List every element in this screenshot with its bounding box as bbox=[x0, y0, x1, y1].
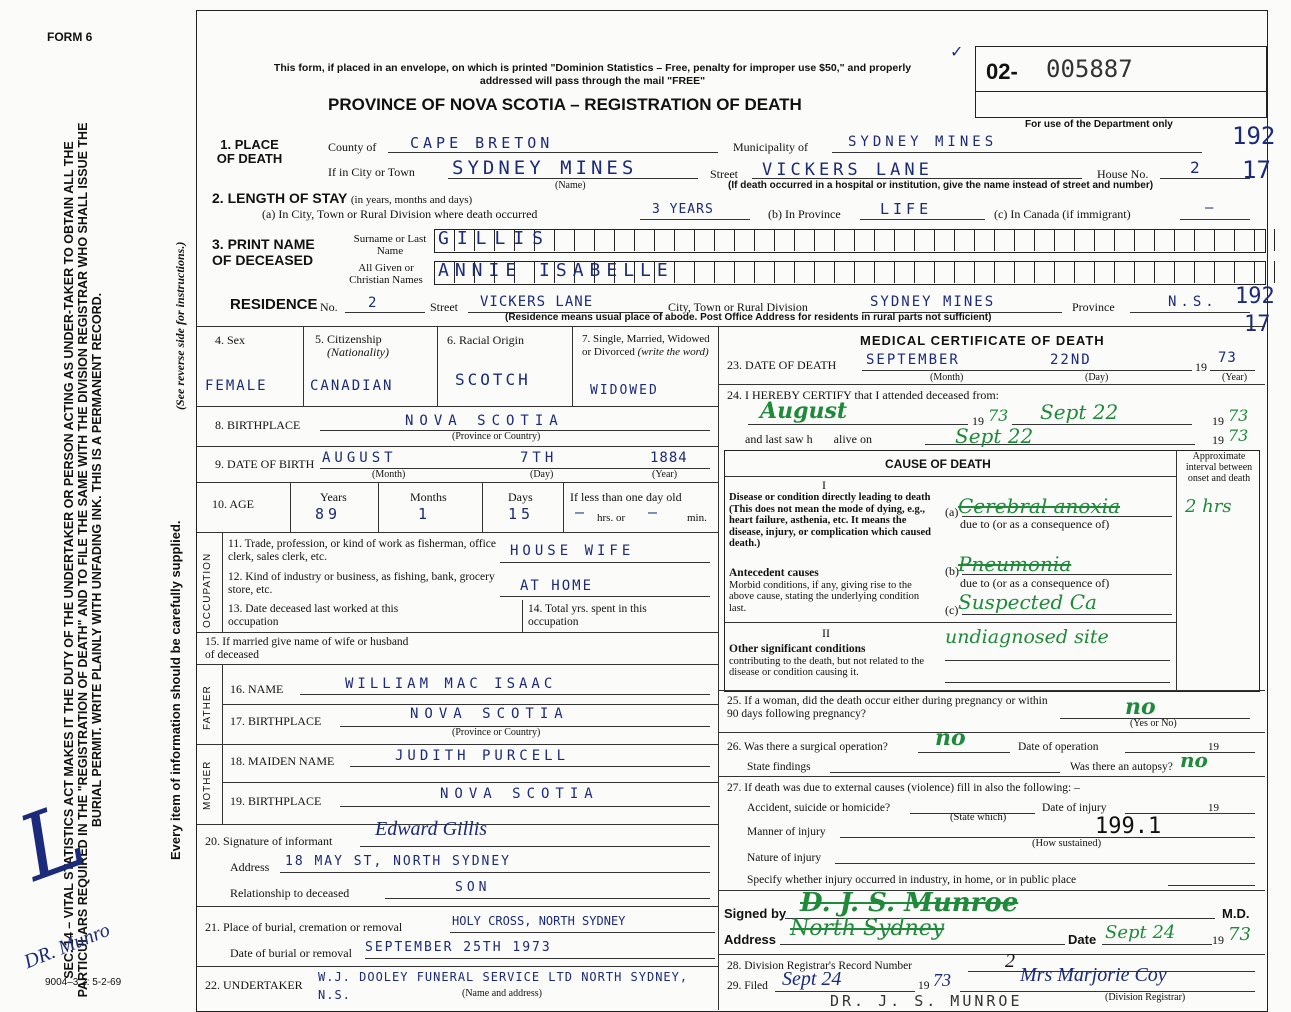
age-months-label: Months bbox=[410, 490, 447, 504]
item2-label: 2. LENGTH OF STAY (in years, months and days) bbox=[212, 190, 473, 206]
mother-birthplace-label: 19. BIRTHPLACE bbox=[230, 794, 322, 808]
dob-month-hint: (Month) bbox=[372, 469, 406, 480]
margin-letter: L bbox=[5, 782, 98, 903]
death-month-hint: (Month) bbox=[930, 372, 964, 383]
age-days-value[interactable]: 15 bbox=[508, 505, 535, 523]
cause-a-value[interactable]: Cerebral anoxia bbox=[958, 494, 1121, 518]
last-saw-label: and last saw h alive on bbox=[745, 432, 872, 446]
dept-use-note: For use of the Department only bbox=[1025, 119, 1173, 130]
mother-maiden-value[interactable]: JUDITH PURCELL bbox=[395, 748, 570, 764]
yes-no-hint: (Yes or No) bbox=[1130, 718, 1177, 729]
house-value[interactable]: 2 bbox=[1190, 158, 1204, 177]
municipality-label: Municipality of bbox=[733, 140, 808, 154]
last-saw-year[interactable]: 73 bbox=[1228, 426, 1249, 445]
dob-month[interactable]: AUGUST bbox=[322, 450, 397, 466]
father-side-label: FATHER bbox=[202, 685, 213, 730]
date-label: Date bbox=[1068, 932, 1097, 947]
record-no-label: 28. Division Registrar's Record Number bbox=[727, 960, 913, 972]
statute-text: SEC. 14 – VITAL STATISTICS ACT MAKES IT THE DUTY OF THE UNDERTAKER OR PERSON ACTING AS UNDER-TAKER TO OBTAIN ALL THE PARTICULARS REQUIRED IN THE "REGISTRATION OF DEATH" AND TO FILE THE SAME WITH THE DIVISION REGISTRAR WHO SHALL ISSUE THE BURIAL PERMIT. WRITE PLAINLY WITH UNFADING INK. THIS IS A PERMANENT RECORD. bbox=[62, 122, 104, 998]
res-street-label: Street bbox=[430, 300, 458, 314]
md-label: M.D. bbox=[1222, 906, 1250, 921]
stay-city-value[interactable]: 3 YEARS bbox=[652, 202, 714, 217]
last-worked-label: 13. Date deceased last worked at this occupation bbox=[228, 603, 399, 628]
last-saw-date[interactable]: Sept 22 bbox=[955, 424, 1034, 448]
care-note: Every item of information should be carefully supplied. bbox=[168, 520, 183, 860]
given-value[interactable]: ANNIE ISABELLE bbox=[438, 260, 674, 281]
city-label: If in City or Town bbox=[328, 165, 415, 179]
mother-birthplace-value[interactable]: NOVA SCOTIA bbox=[440, 786, 599, 802]
code-192: 192 bbox=[1232, 122, 1276, 150]
age-years-value[interactable]: 89 bbox=[315, 505, 342, 523]
doctor-signature[interactable]: D. J. S. Munroe bbox=[800, 888, 1019, 918]
age-years-label: Years bbox=[320, 490, 347, 504]
father-name-value[interactable]: WILLIAM MAC ISAAC bbox=[345, 676, 557, 692]
form-code: 9004–3.2: 5-2-69 bbox=[45, 977, 122, 988]
hrs-label: hrs. or bbox=[597, 512, 626, 524]
death-year-hint: (Year) bbox=[1222, 372, 1248, 383]
birthplace-value[interactable]: NOVA SCOTIA bbox=[405, 413, 564, 429]
father-birthplace-hint: (Province or Country) bbox=[452, 727, 541, 738]
sex-label: 4. Sex bbox=[215, 333, 245, 347]
cert-date[interactable]: Sept 24 bbox=[1105, 922, 1176, 943]
death-day[interactable]: 22ND bbox=[1050, 352, 1092, 368]
res-city-label: City, Town or Rural Division bbox=[668, 300, 808, 314]
med-title: MEDICAL CERTIFICATE OF DEATH bbox=[860, 333, 1105, 348]
stay-province-value[interactable]: LIFE bbox=[880, 200, 933, 218]
death-month[interactable]: SEPTEMBER bbox=[866, 352, 960, 368]
findings-label: State findings bbox=[747, 761, 811, 773]
reverse-note: (See reverse side for instructions.) bbox=[173, 241, 187, 410]
last-saw-prefix: 19 bbox=[1212, 433, 1224, 447]
other-label: Other significant conditions contributing to the death, but not related to the disease or condition causing it. bbox=[729, 643, 925, 678]
signed-by-label: Signed by bbox=[724, 906, 787, 921]
county-value[interactable]: CAPE BRETON bbox=[410, 134, 554, 152]
undertaker-hint: (Name and address) bbox=[462, 988, 542, 999]
maiden-label: 18. MAIDEN NAME bbox=[230, 754, 335, 768]
doctor-printed-name: DR. J. S. MUNROE bbox=[830, 992, 1023, 1010]
stay-canada-value[interactable]: — bbox=[1205, 200, 1218, 216]
antecedent-label: Antecedent causes Morbid conditions, if any, giving rise to the above cause, stating the underlying condition last. bbox=[729, 567, 920, 614]
house-label: House No. bbox=[1097, 167, 1149, 181]
dob-day[interactable]: 7TH bbox=[520, 450, 558, 466]
date-death-label: 23. DATE OF DEATH bbox=[727, 358, 837, 372]
cause-c-marker: (c) bbox=[945, 603, 959, 617]
stay-province-label: (b) In Province bbox=[768, 207, 841, 221]
interval-a-value[interactable]: 2 hrs bbox=[1185, 496, 1232, 517]
industry-value[interactable]: AT HOME bbox=[520, 578, 594, 594]
form-title: PROVINCE OF NOVA SCOTIA – REGISTRATION OF DEATH bbox=[328, 95, 802, 114]
accident-label: Accident, suicide or homicide? bbox=[747, 802, 891, 814]
check-icon: ✓ bbox=[950, 44, 964, 61]
dob-year[interactable]: 1884 bbox=[650, 450, 688, 466]
marital-value[interactable]: WIDOWED bbox=[590, 383, 659, 398]
city-value[interactable]: SYDNEY MINES bbox=[452, 157, 638, 179]
how-hint: (How sustained) bbox=[1032, 838, 1102, 849]
street-value[interactable]: VICKERS LANE bbox=[762, 160, 933, 180]
item1-label: 1. PLACE OF DEATH bbox=[216, 137, 283, 166]
cert-year[interactable]: 73 bbox=[1228, 924, 1251, 945]
reg-number: 005887 bbox=[1046, 55, 1133, 83]
code-192b: 192 bbox=[1235, 284, 1275, 309]
cause-c-value[interactable]: Suspected Ca bbox=[958, 590, 1097, 614]
cause-b-marker: (b) bbox=[945, 564, 959, 578]
street-label: Street bbox=[710, 167, 738, 181]
death-year[interactable]: 73 bbox=[1218, 350, 1237, 366]
res-no-value[interactable]: 2 bbox=[368, 295, 381, 311]
informant-sig-label: 20. Signature of informant bbox=[205, 834, 333, 848]
stay-canada-label: (c) In Canada (if immigrant) bbox=[994, 207, 1131, 221]
record-number[interactable]: 2 bbox=[1005, 950, 1015, 972]
filed-year[interactable]: 73 bbox=[933, 970, 951, 990]
undertaker-label: 22. UNDERTAKER bbox=[205, 978, 303, 992]
hospital-note: (If death occurred in a hospital or institution, give the name instead of street and number) bbox=[728, 180, 1154, 191]
surgery-label: 26. Was there a surgical operation? bbox=[727, 741, 888, 753]
racial-value[interactable]: SCOTCH bbox=[455, 370, 531, 389]
trade-value[interactable]: HOUSE WIFE bbox=[510, 543, 635, 559]
code-17: 17 bbox=[1242, 156, 1271, 184]
res-no-label: No. bbox=[320, 300, 338, 314]
residence-label: RESIDENCE bbox=[230, 296, 318, 313]
filed-date[interactable]: Sept 24 bbox=[782, 968, 842, 990]
certify-label: 24. I HEREBY CERTIFY that I attended deceased from: bbox=[727, 388, 999, 402]
age-months-value[interactable]: 1 bbox=[418, 505, 432, 523]
sex-value[interactable]: FEMALE bbox=[205, 378, 268, 394]
birthplace-hint: (Province or Country) bbox=[452, 431, 541, 442]
attend-from[interactable]: August bbox=[760, 398, 847, 424]
attend-from-year[interactable]: 73 bbox=[988, 406, 1009, 425]
state-which-hint: (State which) bbox=[950, 812, 1007, 823]
total-yrs-label: 14. Total yrs. spent in this occupation bbox=[528, 603, 647, 628]
father-birthplace-label: 17. BIRTHPLACE bbox=[230, 714, 322, 728]
citizenship-value[interactable]: CANADIAN bbox=[310, 378, 394, 394]
death-year-prefix: 19 bbox=[1195, 360, 1207, 374]
manner-label: Manner of injury bbox=[747, 826, 826, 838]
relationship-label: Relationship to deceased bbox=[230, 886, 350, 900]
res-province-value[interactable]: N.S. bbox=[1168, 294, 1218, 310]
autopsy-label: Was there an autopsy? bbox=[1070, 761, 1173, 773]
date-op-prefix: 19 bbox=[1208, 741, 1219, 753]
pregnancy-label: 25. If a woman, did the death occur either during pregnancy or within 90 days following pregnancy? bbox=[727, 695, 1048, 720]
date-injury-label: Date of injury bbox=[1042, 802, 1107, 814]
age-label: 10. AGE bbox=[212, 497, 255, 511]
autopsy-value[interactable]: no bbox=[1180, 748, 1208, 772]
age-hrs-value[interactable]: — bbox=[575, 503, 589, 521]
informant-signature[interactable]: Edward Gillis bbox=[375, 818, 488, 840]
external-label: 27. If death was due to external causes (violence) fill in also the following: – bbox=[727, 782, 1080, 794]
informant-address-value[interactable]: 18 MAY ST, NORTH SYDNEY bbox=[285, 854, 512, 869]
doctor-address[interactable]: North Sydney bbox=[790, 916, 945, 941]
spouse-label: 15. If married give name of wife or husband of deceased bbox=[205, 636, 409, 661]
cause-ii-value[interactable]: undiagnosed site bbox=[945, 626, 1109, 648]
municipality-value[interactable]: SYDNEY MINES bbox=[848, 134, 998, 150]
part-i-label: I bbox=[822, 478, 826, 492]
date-injury-prefix: 19 bbox=[1208, 802, 1219, 814]
father-name-label: 16. NAME bbox=[230, 682, 284, 696]
filed-label: 29. Filed bbox=[727, 980, 768, 992]
pregnancy-value[interactable]: no bbox=[1125, 694, 1156, 720]
stay-city-label: (a) In City, Town or Rural Division where death occurred bbox=[262, 207, 538, 221]
relationship-value[interactable]: SON bbox=[455, 880, 491, 895]
attend-from-prefix: 19 bbox=[972, 414, 984, 428]
cause-b-value[interactable]: Pneumonia bbox=[958, 552, 1072, 576]
registrar-signature[interactable]: Mrs Marjorie Coy bbox=[1020, 964, 1167, 986]
min-label: min. bbox=[687, 512, 707, 524]
county-label: County of bbox=[328, 140, 377, 154]
surname-label: Surname or Last Name bbox=[353, 233, 427, 257]
age-days-label: Days bbox=[508, 490, 533, 504]
res-city-value[interactable]: SYDNEY MINES bbox=[870, 294, 996, 310]
cert-year-prefix: 19 bbox=[1212, 933, 1224, 947]
mother-side-label: MOTHER bbox=[202, 760, 213, 810]
given-label: All Given or Christian Names bbox=[349, 262, 423, 286]
doctor-address-label: Address bbox=[724, 932, 777, 947]
postal-notice: This form, if placed in an envelope, on which is printed "Dominion Statistics – Free, penalty for improper use $50," and properly addressed will pass through the mail "FREE" bbox=[273, 62, 912, 87]
less-day-label: If less than one day old bbox=[570, 490, 682, 504]
surgery-value[interactable]: no bbox=[935, 725, 966, 751]
burial-date-label: Date of burial or removal bbox=[230, 946, 352, 960]
surname-value[interactable]: GILLIS bbox=[438, 228, 552, 249]
attend-to-year[interactable]: 73 bbox=[1228, 406, 1249, 425]
dob-year-hint: (Year) bbox=[652, 469, 678, 480]
filed-year-prefix: 19 bbox=[918, 980, 930, 992]
date-op-label: Date of operation bbox=[1018, 741, 1099, 753]
cause-a-marker: (a) bbox=[945, 505, 959, 519]
trade-label: 11. Trade, profession, or kind of work as fisherman, office clerk, sales clerk, etc. bbox=[228, 538, 496, 563]
part-ii-label: II bbox=[822, 626, 830, 640]
cause-title: CAUSE OF DEATH bbox=[885, 457, 991, 471]
burial-place-value[interactable]: HOLY CROSS, NORTH SYDNEY bbox=[452, 914, 626, 928]
res-street-value[interactable]: VICKERS LANE bbox=[480, 294, 594, 310]
nature-label: Nature of injury bbox=[747, 852, 822, 864]
name-hint: (Name) bbox=[555, 180, 586, 191]
death-day-hint: (Day) bbox=[1085, 372, 1109, 383]
occupation-side-label: OCCUPATION bbox=[202, 552, 213, 628]
due-to-2: due to (or as a consequence of) bbox=[960, 576, 1110, 590]
burial-date-value[interactable]: SEPTEMBER 25TH 1973 bbox=[365, 940, 552, 955]
margin-name: DR. Munro bbox=[20, 918, 114, 974]
birthplace-label: 8. BIRTHPLACE bbox=[215, 418, 301, 432]
res-province-label: Province bbox=[1072, 300, 1115, 314]
undertaker-value[interactable]: W.J. DOOLEY FUNERAL SERVICE LTD NORTH SYDNEY, N.S. bbox=[318, 970, 689, 1002]
dob-label: 9. DATE OF BIRTH bbox=[215, 457, 315, 471]
attend-to-prefix: 19 bbox=[1212, 414, 1224, 428]
disease-label: Disease or condition directly leading to death (This does not mean the mode of dying, e.g., heart failure, asthenia, etc. It means the disease, injury, or complication which caused death.) bbox=[729, 492, 931, 549]
marital-label: 7. Single, Married, Widowed or Divorced (write the word) bbox=[582, 333, 710, 358]
age-min-value[interactable]: — bbox=[648, 503, 662, 521]
manner-code[interactable]: 199.1 bbox=[1095, 814, 1162, 839]
registrar-hint: (Division Registrar) bbox=[1105, 992, 1186, 1003]
informant-address-label: Address bbox=[230, 860, 270, 874]
reg-prefix: 02- bbox=[986, 59, 1018, 84]
burial-place-label: 21. Place of burial, cremation or removal bbox=[205, 920, 403, 934]
dob-day-hint: (Day) bbox=[530, 469, 554, 480]
form-number: FORM 6 bbox=[47, 30, 93, 44]
item3-label: 3. PRINT NAME OF DECEASED bbox=[212, 236, 315, 268]
father-birthplace-value[interactable]: NOVA SCOTIA bbox=[410, 706, 569, 722]
interval-label: Approximate interval between onset and death bbox=[1185, 451, 1253, 484]
racial-label: 6. Racial Origin bbox=[447, 333, 524, 347]
citizenship-label: 5. Citizenship (Nationality) bbox=[315, 332, 389, 359]
res-note: (Residence means usual place of abode. Post Office Address for residents in rural parts not sufficient) bbox=[505, 312, 992, 323]
code-17b: 17 bbox=[1244, 312, 1271, 337]
attend-to[interactable]: Sept 22 bbox=[1040, 400, 1119, 424]
industry-label: 12. Kind of industry or business, as fishing, bank, grocery store, etc. bbox=[228, 571, 495, 596]
specify-label: Specify whether injury occurred in industry, in home, or in public place bbox=[747, 874, 1077, 886]
due-to-1: due to (or as a consequence of) bbox=[960, 517, 1110, 531]
